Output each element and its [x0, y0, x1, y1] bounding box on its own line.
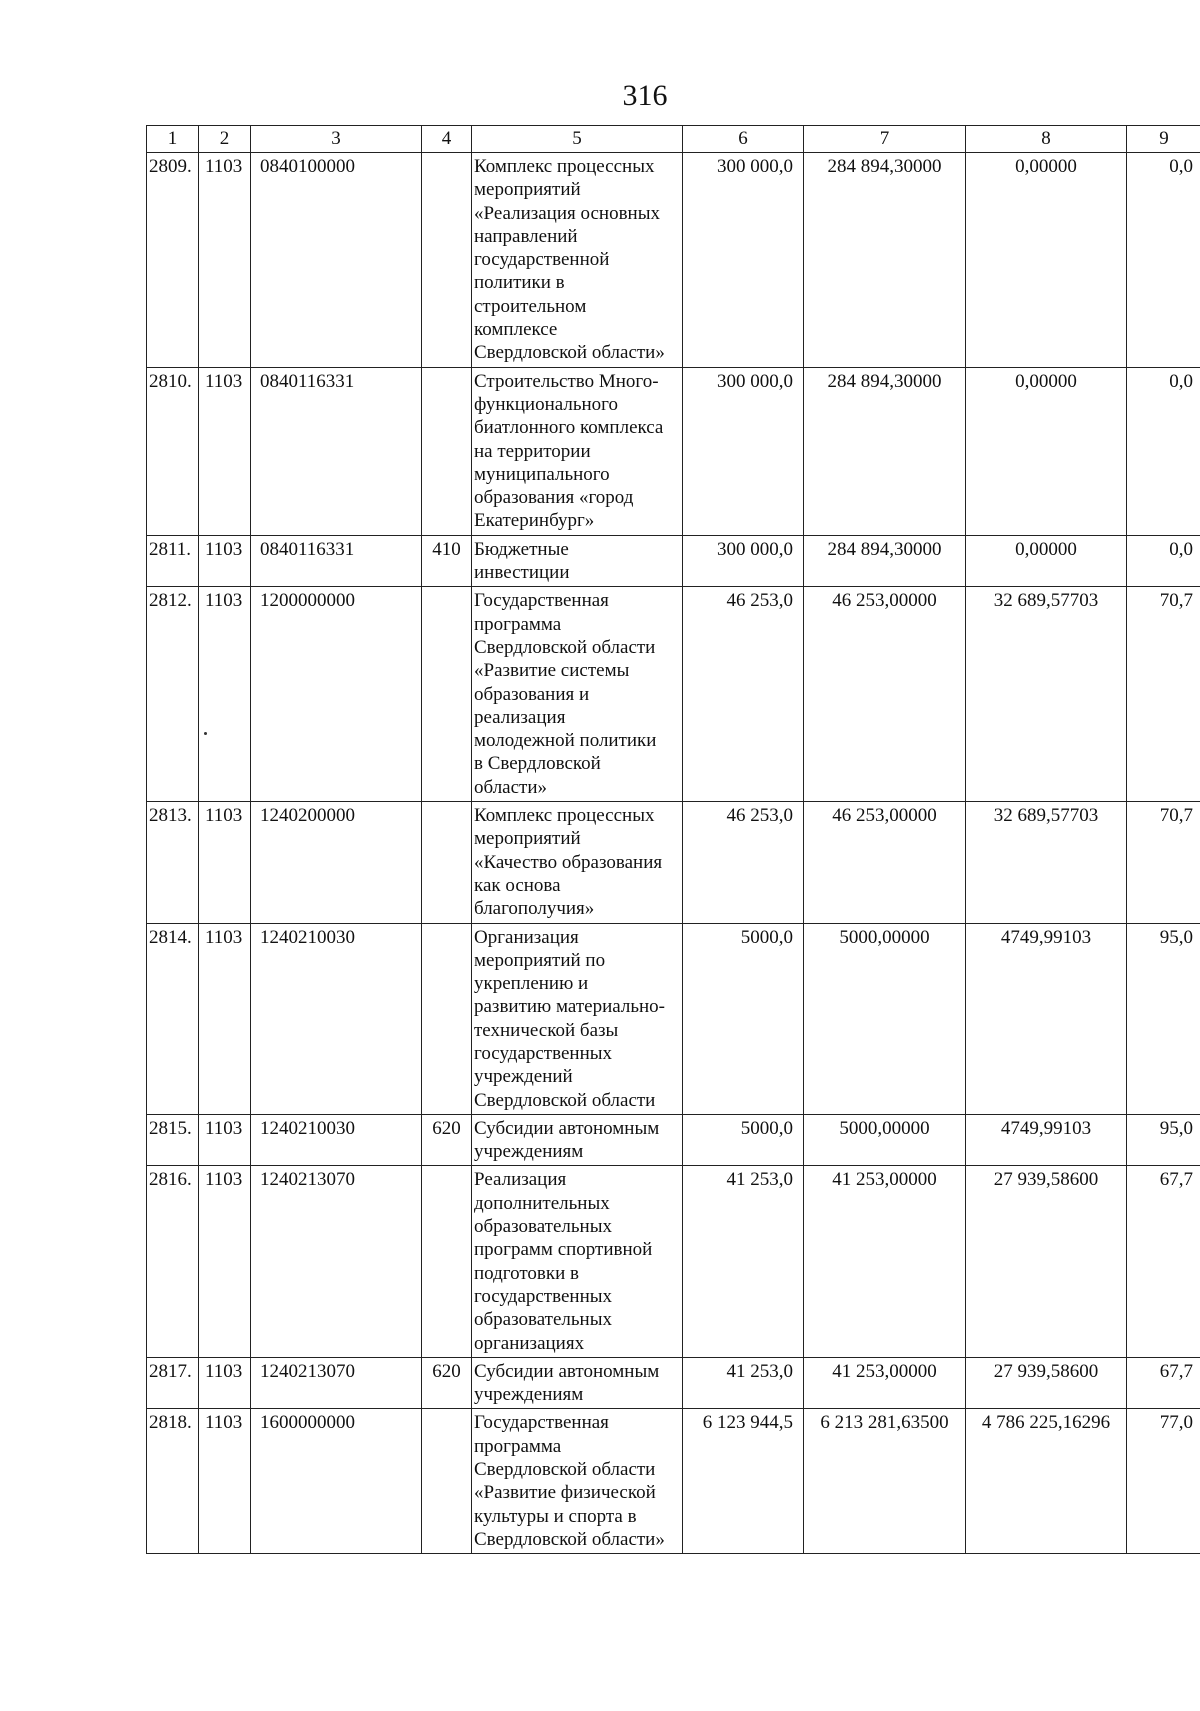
row-number: 2812.: [147, 587, 199, 802]
executed-amount: 4749,99103: [966, 1114, 1127, 1166]
section-code: 1103: [199, 1114, 251, 1166]
approved-amount: 284 894,30000: [804, 153, 966, 368]
expense-type: [422, 587, 472, 802]
section-code: 1103: [199, 1166, 251, 1357]
executed-amount: 32 689,57703: [966, 802, 1127, 923]
planned-amount: 300 000,0: [683, 367, 804, 535]
item-name: Комплекс процессных мероприятий «Реализация основных направлений государственной политики в строительном комплексе Свердловской области»: [472, 153, 683, 368]
execution-percent: 67,7: [1127, 1357, 1200, 1409]
planned-amount: 46 253,0: [683, 587, 804, 802]
planned-amount: 5000,0: [683, 923, 804, 1114]
header-cell: 5: [472, 126, 683, 153]
row-number: 2814.: [147, 923, 199, 1114]
item-name: Строительство Много- функционального биатлонного комплекса на территории муниципального образования «город Екатеринбург»: [472, 367, 683, 535]
approved-amount: 46 253,00000: [804, 587, 966, 802]
section-code: 1103: [199, 1357, 251, 1409]
item-name: Субсидии автономным учреждениям: [472, 1357, 683, 1409]
approved-amount: 284 894,30000: [804, 535, 966, 587]
planned-amount: 300 000,0: [683, 153, 804, 368]
planned-amount: 5000,0: [683, 1114, 804, 1166]
target-code: 1240213070: [251, 1357, 422, 1409]
expense-type: [422, 1166, 472, 1357]
executed-amount: 0,00000: [966, 153, 1127, 368]
budget-table: [146, 125, 1200, 1554]
executed-amount: 32 689,57703: [966, 587, 1127, 802]
section-code: 1103: [199, 367, 251, 535]
table-row: [147, 367, 1200, 535]
target-code: 1240210030: [251, 923, 422, 1114]
target-code: 1240200000: [251, 802, 422, 923]
row-number: 2816.: [147, 1166, 199, 1357]
section-code: 1103: [199, 535, 251, 587]
header-row: [147, 126, 1200, 153]
expense-type: [422, 923, 472, 1114]
target-code: 0840100000: [251, 153, 422, 368]
planned-amount: 41 253,0: [683, 1357, 804, 1409]
table-row: [147, 923, 1200, 1114]
executed-amount: 0,00000: [966, 535, 1127, 587]
execution-percent: 95,0: [1127, 1114, 1200, 1166]
approved-amount: 46 253,00000: [804, 802, 966, 923]
expense-type: [422, 153, 472, 368]
executed-amount: 0,00000: [966, 367, 1127, 535]
target-code: 1600000000: [251, 1409, 422, 1554]
execution-percent: 70,7: [1127, 587, 1200, 802]
header-cell: 3: [251, 126, 422, 153]
approved-amount: 5000,00000: [804, 923, 966, 1114]
header-cell: 6: [683, 126, 804, 153]
planned-amount: 46 253,0: [683, 802, 804, 923]
section-code: 1103: [199, 587, 251, 802]
executed-amount: 4749,99103: [966, 923, 1127, 1114]
execution-percent: 67,7: [1127, 1166, 1200, 1357]
row-number: 2810.: [147, 367, 199, 535]
section-code: 1103: [199, 802, 251, 923]
table-row: [147, 153, 1200, 368]
approved-amount: 41 253,00000: [804, 1166, 966, 1357]
planned-amount: 6 123 944,5: [683, 1409, 804, 1554]
table-row: [147, 587, 1200, 802]
approved-amount: 284 894,30000: [804, 367, 966, 535]
section-code: 1103: [199, 1409, 251, 1554]
section-code: 1103: [199, 153, 251, 368]
target-code: 1240210030: [251, 1114, 422, 1166]
header-cell: 2: [199, 126, 251, 153]
approved-amount: 41 253,00000: [804, 1357, 966, 1409]
planned-amount: 41 253,0: [683, 1166, 804, 1357]
target-code: 1200000000: [251, 587, 422, 802]
header-cell: 8: [966, 126, 1127, 153]
target-code: 1240213070: [251, 1166, 422, 1357]
table-row: [147, 1166, 1200, 1357]
page-number: 316: [622, 79, 668, 112]
section-code: 1103: [199, 923, 251, 1114]
planned-amount: 300 000,0: [683, 535, 804, 587]
execution-percent: 95,0: [1127, 923, 1200, 1114]
item-name: Комплекс процессных мероприятий «Качество образования как основа благополучия»: [472, 802, 683, 923]
execution-percent: 0,0: [1127, 367, 1200, 535]
executed-amount: 27 939,58600: [966, 1166, 1127, 1357]
row-number: 2809.: [147, 153, 199, 368]
item-name: Бюджетные инвестиции: [472, 535, 683, 587]
item-name: Реализация дополнительных образовательных программ спортивной подготовки в государственных образовательных организациях: [472, 1166, 683, 1357]
expense-type: [422, 367, 472, 535]
expense-type: 410: [422, 535, 472, 587]
expense-type: 620: [422, 1114, 472, 1166]
row-number: 2815.: [147, 1114, 199, 1166]
table-row: [147, 802, 1200, 923]
execution-percent: 77,0: [1127, 1409, 1200, 1554]
row-number: 2811.: [147, 535, 199, 587]
table-row: [147, 1357, 1200, 1409]
approved-amount: 6 213 281,63500: [804, 1409, 966, 1554]
header-cell: 7: [804, 126, 966, 153]
table-row: [147, 1409, 1200, 1554]
expense-type: 620: [422, 1357, 472, 1409]
table-row: [147, 535, 1200, 587]
expense-type: [422, 802, 472, 923]
item-name: Государственная программа Свердловской области «Развитие физической культуры и спорта в Свердловской области»: [472, 1409, 683, 1554]
item-name: Организация мероприятий по укреплению и развитию материально- технической базы государственных учреждений Свердловской области: [472, 923, 683, 1114]
execution-percent: 0,0: [1127, 153, 1200, 368]
execution-percent: 0,0: [1127, 535, 1200, 587]
header-cell: 4: [422, 126, 472, 153]
executed-amount: 27 939,58600: [966, 1357, 1127, 1409]
target-code: 0840116331: [251, 367, 422, 535]
item-name: Государственная программа Свердловской области «Развитие системы образования и реализация молодежной политики в Свердловской области»: [472, 587, 683, 802]
target-code: 0840116331: [251, 535, 422, 587]
header-cell: 1: [147, 126, 199, 153]
expense-type: [422, 1409, 472, 1554]
row-number: 2813.: [147, 802, 199, 923]
table-row: [147, 1114, 1200, 1166]
row-number: 2817.: [147, 1357, 199, 1409]
approved-amount: 5000,00000: [804, 1114, 966, 1166]
header-cell: 9: [1127, 126, 1200, 153]
row-number: 2818.: [147, 1409, 199, 1554]
executed-amount: 4 786 225,16296: [966, 1409, 1127, 1554]
execution-percent: 70,7: [1127, 802, 1200, 923]
item-name: Субсидии автономным учреждениям: [472, 1114, 683, 1166]
